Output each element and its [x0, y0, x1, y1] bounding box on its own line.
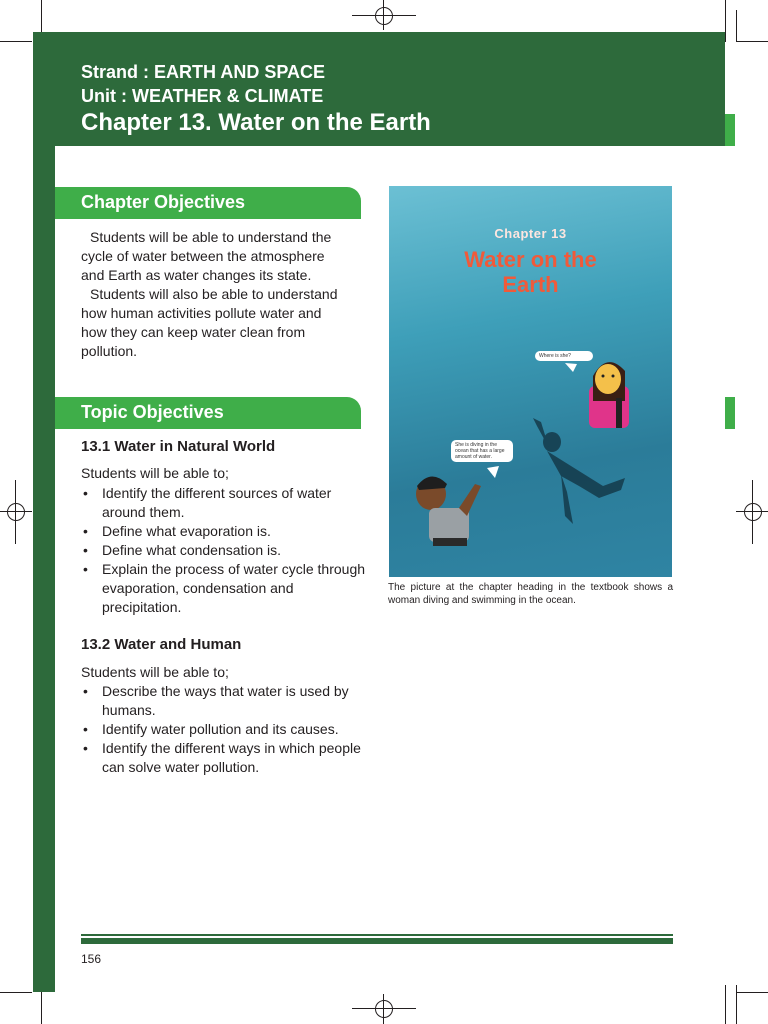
section-title-13-2: 13.2 Water and Human: [81, 636, 242, 653]
speech-bubble-girl: Where is she?: [535, 351, 593, 361]
chapter-title: Chapter 13. Water on the Earth: [81, 109, 431, 136]
strand-label: Strand : EARTH AND SPACE: [81, 62, 326, 82]
figure-chapter-label: Chapter 13: [494, 226, 567, 241]
figure-title-line: Earth: [502, 272, 559, 297]
list-item: • Identify the different sources of water around them.: [81, 484, 366, 522]
figure-illustration: [389, 186, 672, 577]
speech-bubble-boy: She is diving in the ocean that has a large amount of water.: [451, 440, 513, 462]
chapter-header: [33, 32, 725, 146]
footer-rule-thick: [81, 938, 673, 944]
list-item: • Explain the process of water cycle through evaporation, condensation and precipitation.: [81, 560, 366, 617]
girl-character: [589, 362, 629, 428]
section-title-13-1: 13.1 Water in Natural World: [81, 438, 276, 455]
list-item: • Identify water pollution and its causes.: [81, 720, 366, 739]
footer-rule-thin: [81, 934, 673, 936]
list-item: • Identify the different ways in which people can solve water pollution.: [81, 739, 366, 777]
topic-objectives-heading: [55, 397, 361, 429]
list-item: • Define what evaporation is.: [81, 522, 366, 541]
chapter-objectives-label: Chapter Objectives: [81, 192, 246, 212]
figure-title-line: Water on the: [464, 247, 597, 272]
unit-label: Unit : WEATHER & CLIMATE: [81, 86, 324, 106]
boy-character: [416, 476, 481, 546]
chapter-objectives-paragraph-2: [81, 285, 361, 361]
side-tab-middle: [725, 397, 735, 429]
section-intro-13-1: Students will be able to;: [81, 465, 229, 481]
section-intro-13-2: Students will be able to;: [81, 664, 229, 680]
para2-line: Students will also be able to understand: [90, 286, 338, 302]
objectives-list-13-2: [81, 682, 366, 777]
page-number: 156: [81, 952, 102, 966]
chapter-heading-image: [389, 186, 672, 577]
list-item: • Define what condensation is.: [81, 541, 366, 560]
chapter-objectives-paragraph-1: [81, 228, 361, 285]
side-tab-top: [725, 114, 735, 146]
chapter-objectives-heading: [55, 187, 361, 219]
para1-line: Students will be able to understand the: [90, 229, 332, 245]
left-margin-bar: [33, 32, 55, 992]
diver-silhouette: [533, 418, 625, 524]
para1-line: and Earth as water changes its state.: [81, 267, 312, 283]
figure-caption: The picture at the chapter heading in the textbook shows a woman diving and swimming in the ocean.: [388, 582, 673, 606]
para1-line: cycle of water between the atmosphere: [81, 248, 325, 264]
topic-objectives-label: Topic Objectives: [81, 402, 224, 422]
list-item: • Describe the ways that water is used by humans.: [81, 682, 366, 720]
para2-line: pollution.: [81, 343, 138, 359]
bubble-tail-boy: [487, 466, 499, 478]
bubble-tail-girl: [565, 363, 577, 372]
objectives-list-13-1: [81, 484, 366, 617]
para2-line: how human activities pollute water and: [81, 305, 322, 321]
para2-line: how they can keep water clean from: [81, 324, 306, 340]
